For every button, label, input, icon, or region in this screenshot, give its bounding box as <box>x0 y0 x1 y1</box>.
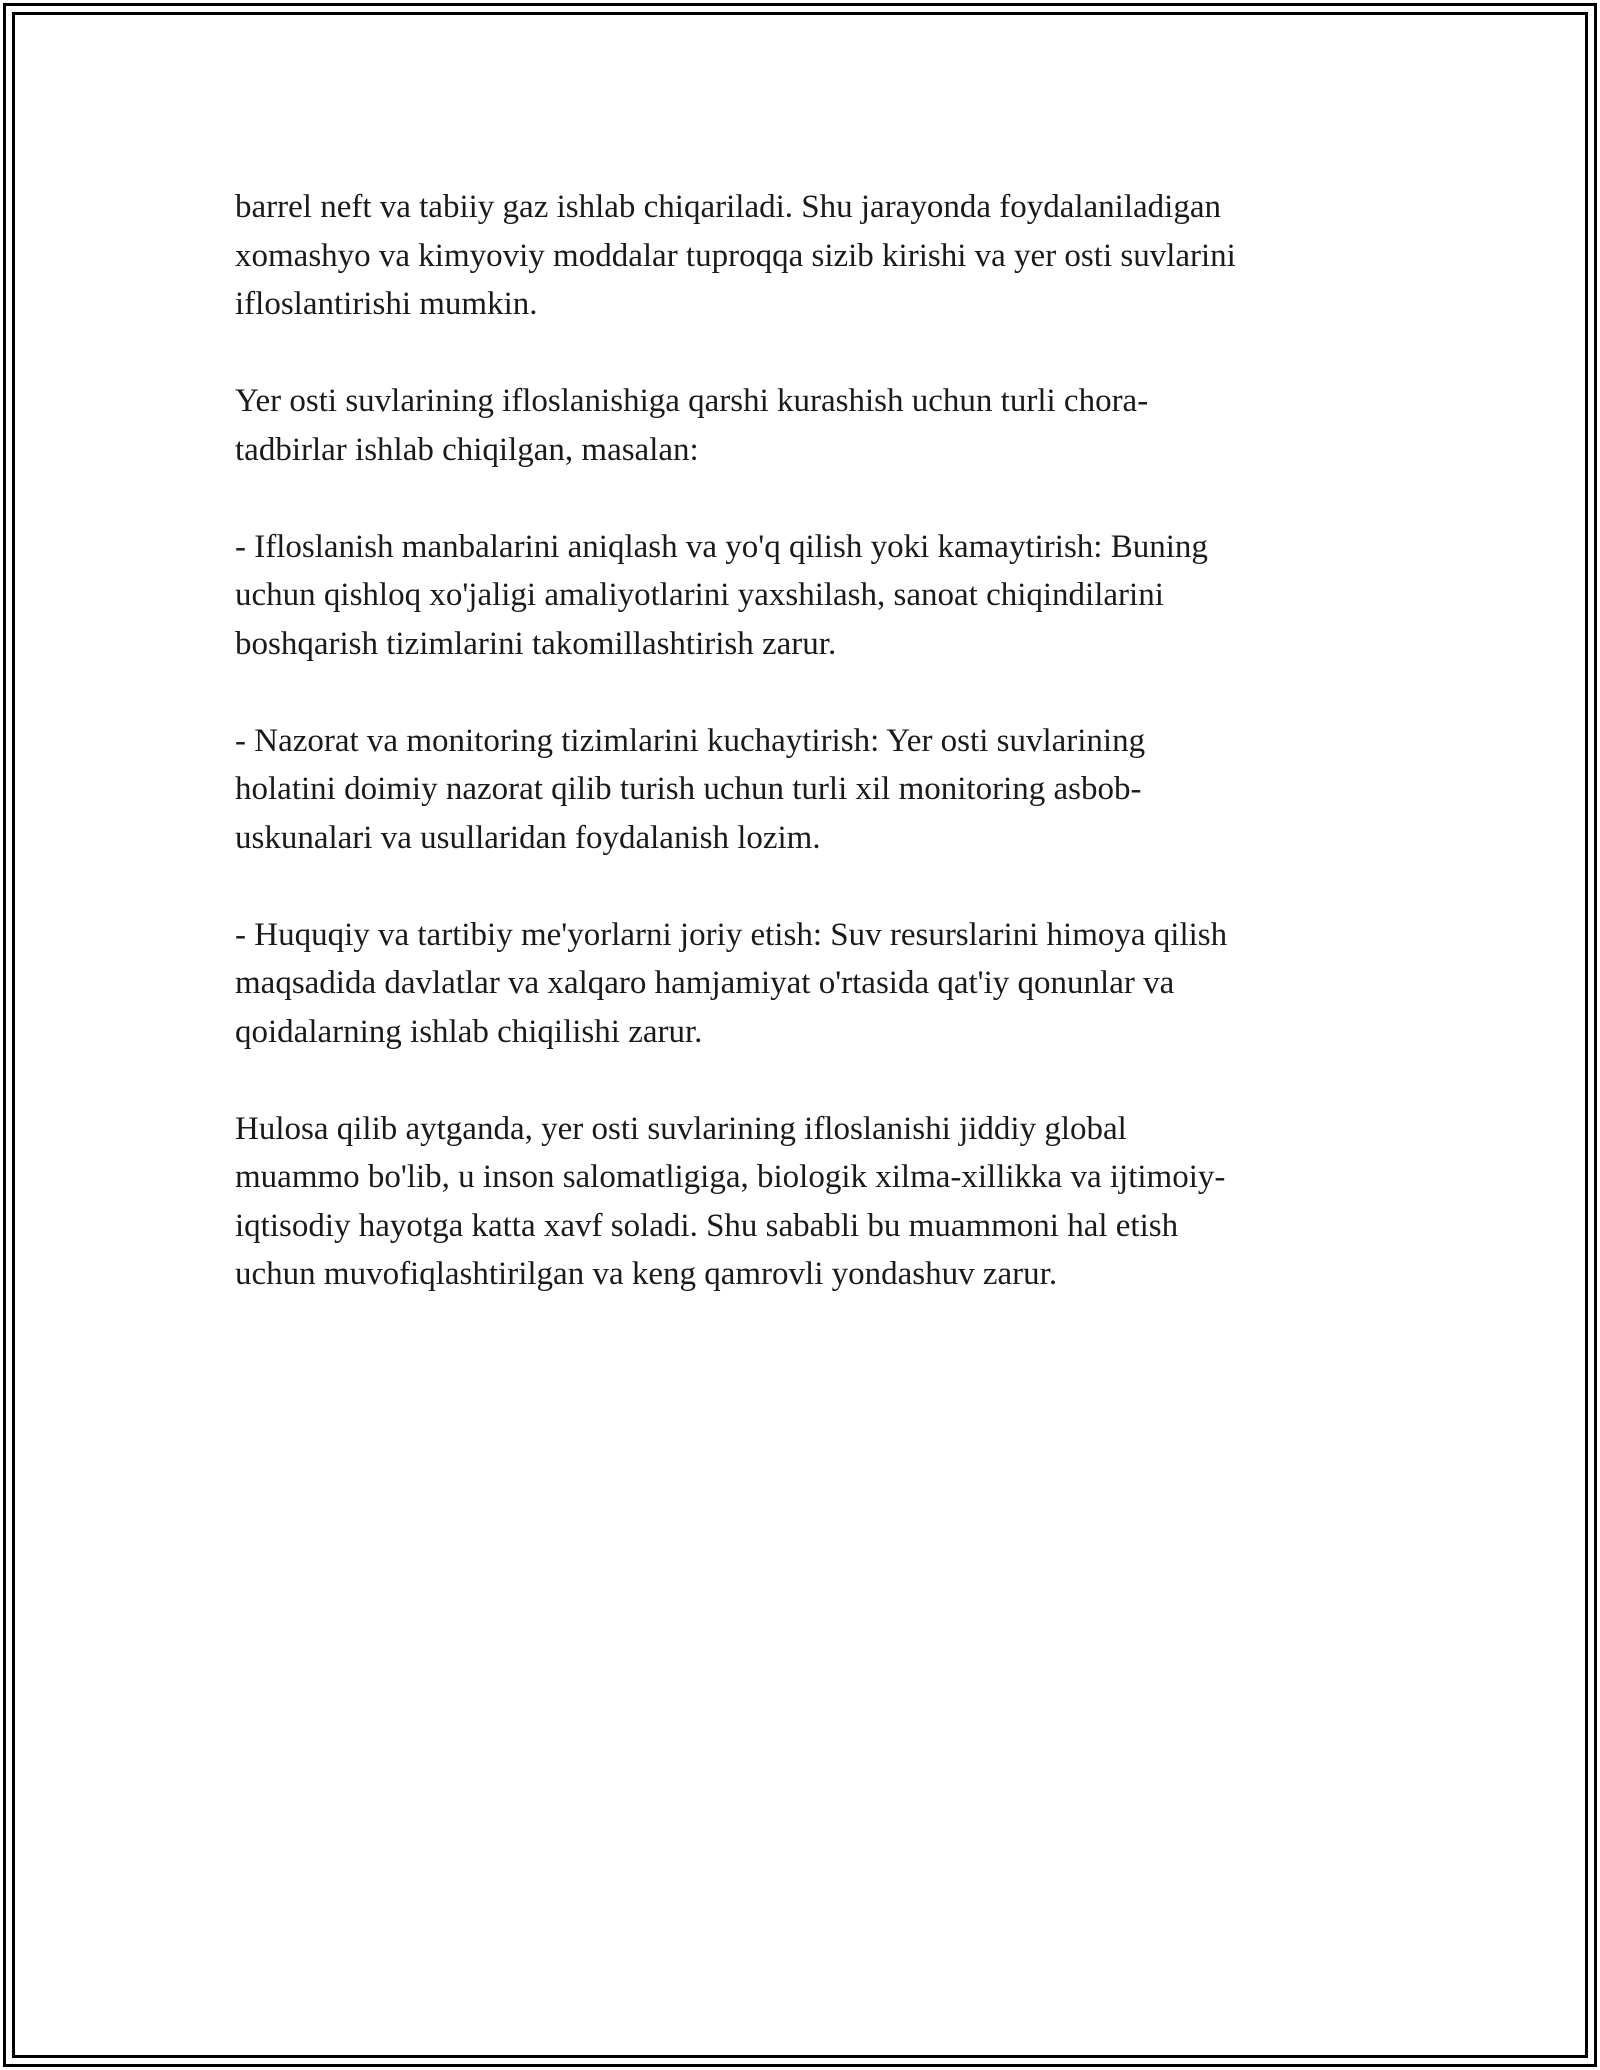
list-item-pollution-sources <box>235 523 1365 669</box>
text-line: - Nazorat va monitoring tizimlarini kuchaytirish: Yer osti suvlarining <box>235 722 1146 759</box>
text-line: - Ifloslanish manbalarini aniqlash va yo'q qilish yoki kamaytirish: Buning <box>235 528 1208 565</box>
text-line: Yer osti suvlarining ifloslanishiga qarshi kurashish uchun turli chora- <box>235 383 1149 419</box>
text-line: maqsadida davlatlar va xalqaro hamjamiyat o'rtasida qat'iy qonunlar va <box>235 965 1175 1001</box>
text-line: holatini doimiy nazorat qilib turish uchun turli xil monitoring asbob- <box>235 771 1142 807</box>
text-line: - Huquqiy va tartibiy me'yorlarni joriy etish: Suv resurslarini himoya qilish <box>235 916 1228 953</box>
text-line: boshqarish tizimlarini takomillashtirish zarur. <box>235 625 837 662</box>
text-line: uskunalari va usullaridan foydalanish lozim. <box>235 819 821 856</box>
document-body <box>235 183 1365 1347</box>
text-line: barrel neft va tabiiy gaz ishlab chiqariladi. Shu jarayonda foydalaniladigan <box>235 189 1221 225</box>
text-line: muammo bo'lib, u inson salomatligiga, biologik xilma-xillikka va ijtimoiy- <box>235 1159 1226 1195</box>
text-line: uchun muvofiqlashtirilgan va keng qamrovli yondashuv zarur. <box>235 1256 1058 1292</box>
text-line: qoidalarning ishlab chiqilishi zarur. <box>235 1013 703 1050</box>
paragraph-conclusion <box>235 1105 1365 1299</box>
paragraph-measures-intro <box>235 377 1365 474</box>
text-line: Hulosa qilib aytganda, yer osti suvlarining ifloslanishi jiddiy global <box>235 1110 1127 1147</box>
list-item-legal-norms <box>235 911 1365 1057</box>
text-line: ifloslantirishi mumkin. <box>235 286 538 322</box>
paragraph-oil-gas <box>235 183 1365 329</box>
text-line: xomashyo va kimyoviy moddalar tuproqqa sizib kirishi va yer osti suvlarini <box>235 237 1236 274</box>
text-line: uchun qishloq xo'jaligi amaliyotlarini yaxshilash, sanoat chiqindilarini <box>235 577 1164 613</box>
text-line: iqtisodiy hayotga katta xavf soladi. Shu sababli bu muammoni hal etish <box>235 1207 1179 1244</box>
text-line: tadbirlar ishlab chiqilgan, masalan: <box>235 431 699 468</box>
list-item-monitoring <box>235 717 1365 863</box>
